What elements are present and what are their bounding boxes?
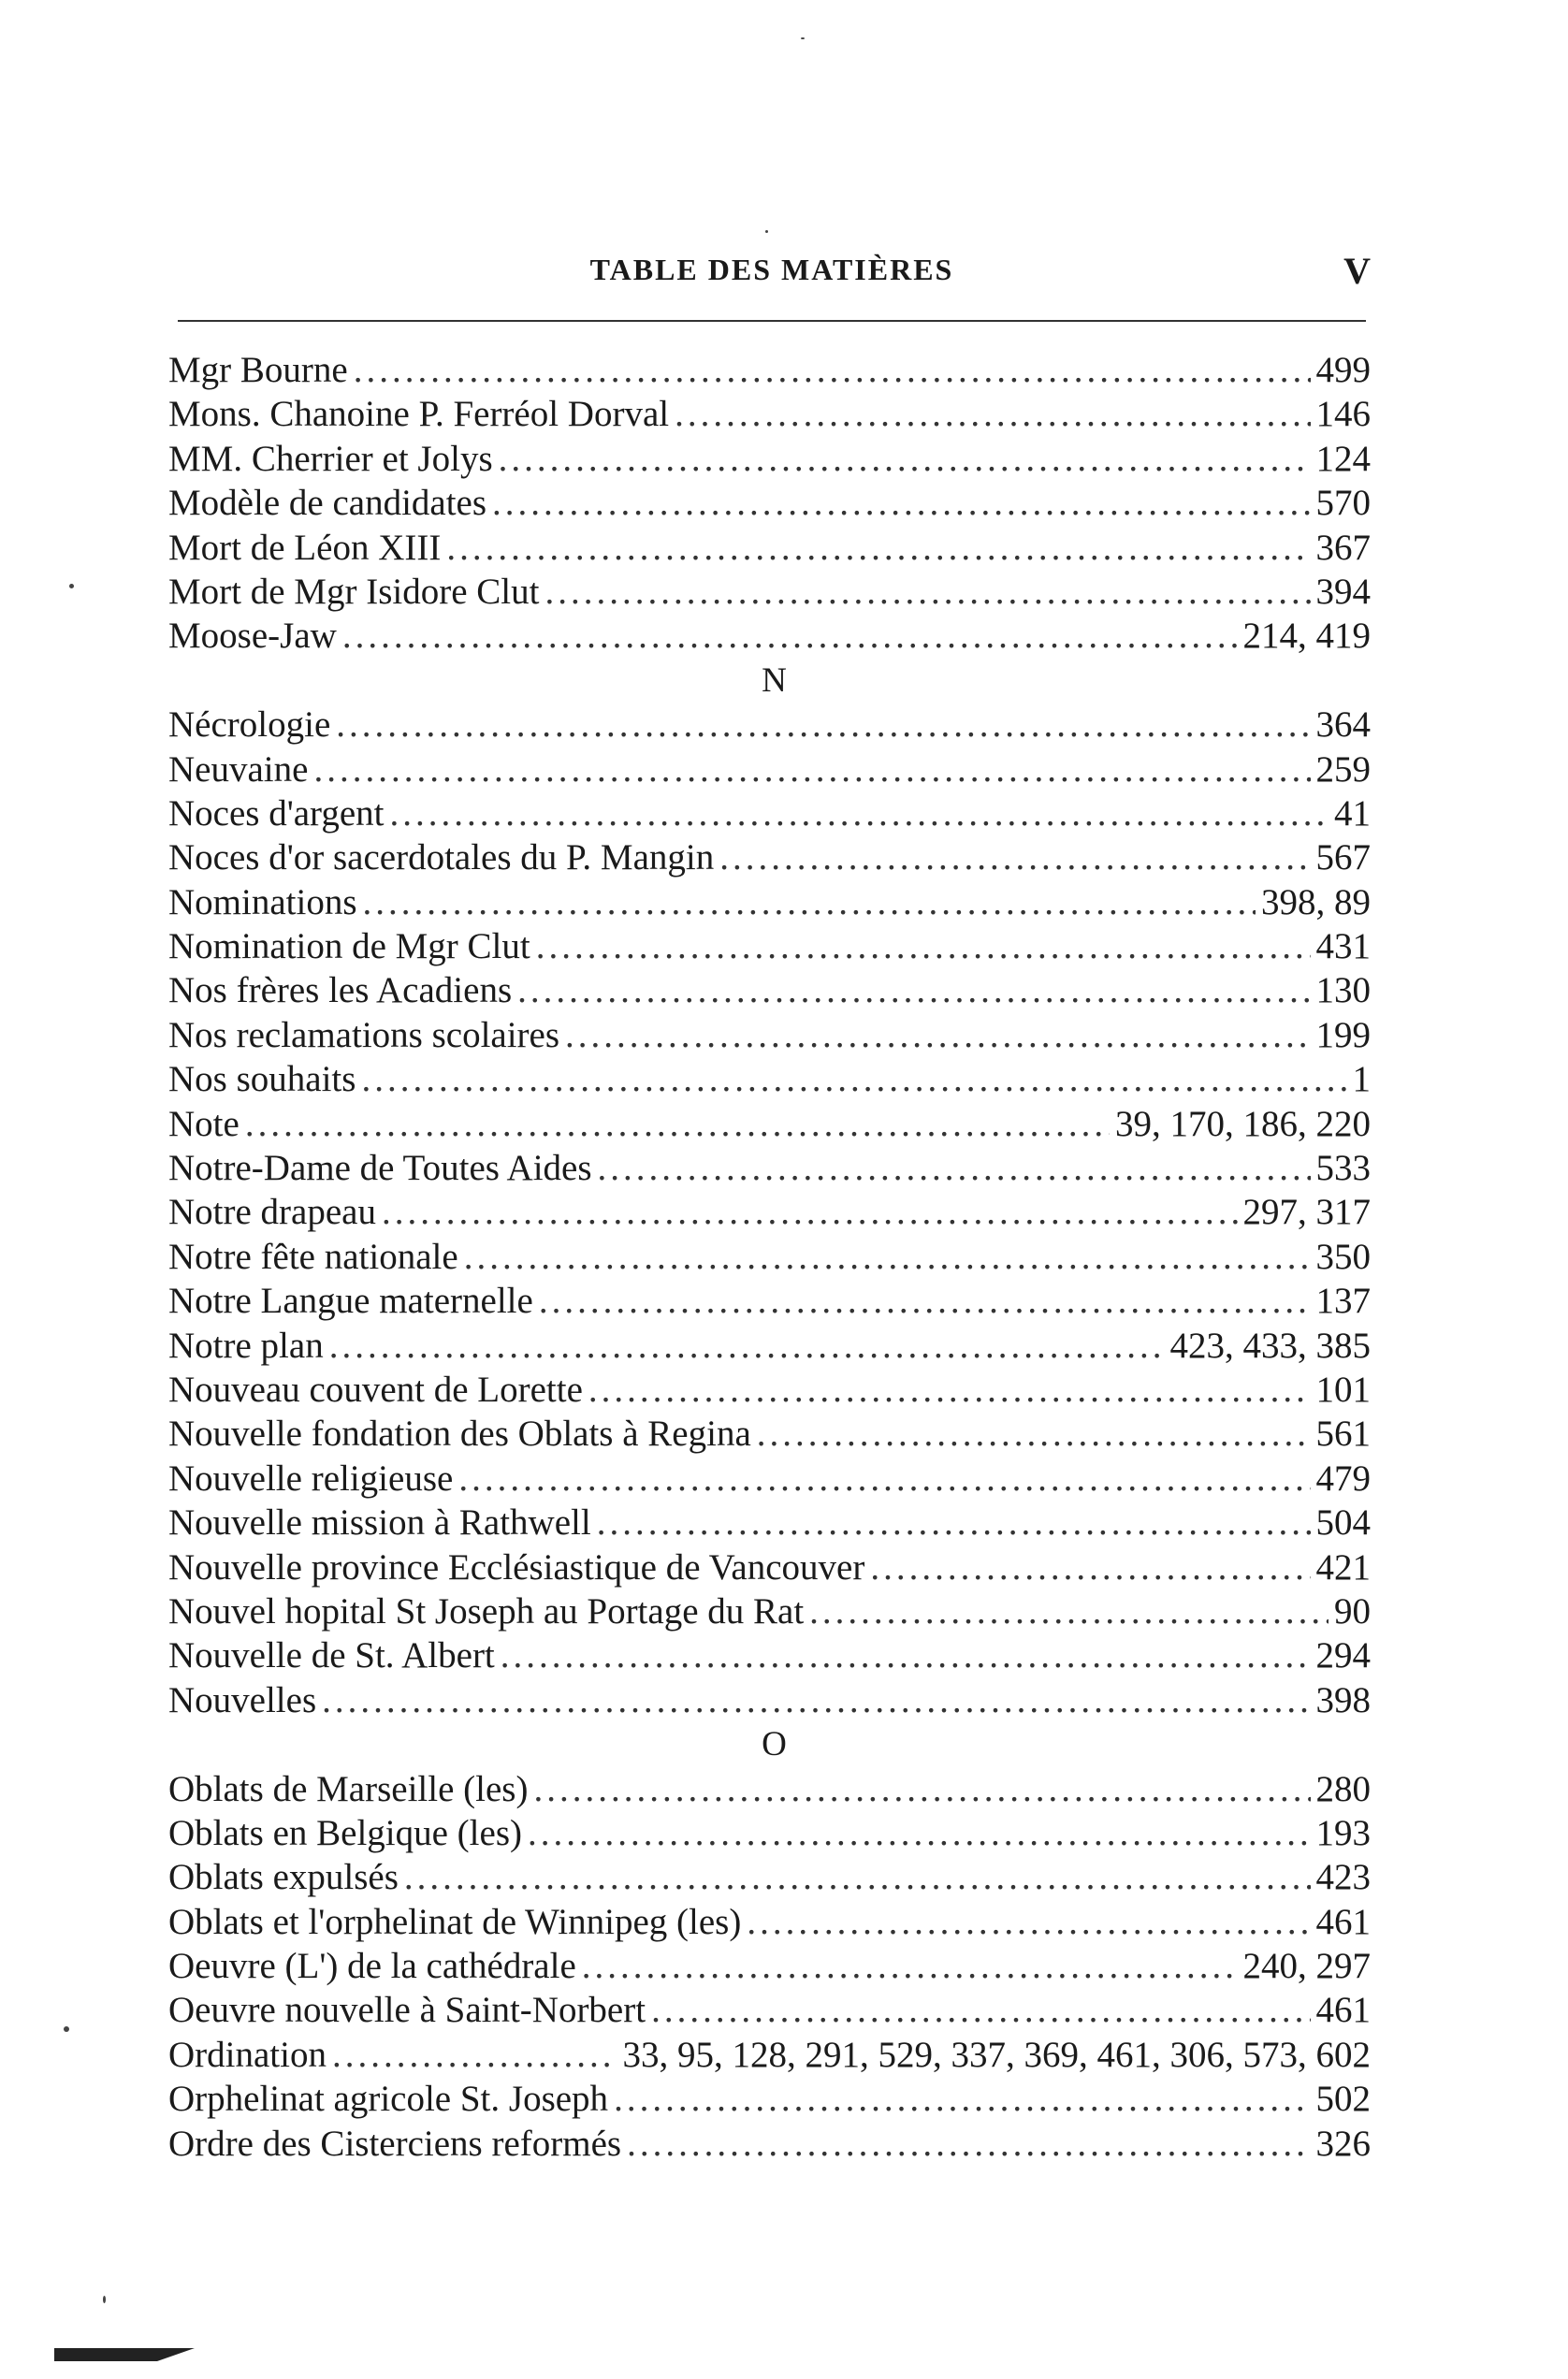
- dot-leader: [361, 1057, 1346, 1101]
- entry-title: Oeuvre (L') de la cathédrale: [168, 1946, 576, 1987]
- page-title: TABLE DES MATIÈRES: [589, 253, 954, 286]
- index-entry: [168, 968, 1371, 1012]
- index-entry: [168, 880, 1371, 924]
- entry-title: Mons. Chanoine P. Ferréol Dorval: [168, 394, 670, 435]
- entry-title: Orphelinat agricole St. Joseph: [168, 2079, 609, 2120]
- entry-pages: 499: [1315, 350, 1371, 390]
- entry-title: Ordination: [168, 2034, 327, 2075]
- index-entry: [168, 1057, 1371, 1101]
- entry-title: Nos reclamations scolaires: [168, 1014, 560, 1055]
- dot-leader: [598, 1146, 1311, 1190]
- dot-leader: [464, 1235, 1311, 1279]
- scan-edge-mark: [54, 2348, 195, 2361]
- entry-pages: 297, 317: [1242, 1192, 1371, 1233]
- print-speck: [69, 584, 74, 588]
- dot-leader: [342, 614, 1238, 658]
- dot-leader: [539, 1279, 1311, 1323]
- index-entry: [168, 703, 1371, 747]
- entry-title: Nos frères les Acadiens: [168, 970, 513, 1011]
- entry-title: Oeuvre nouvelle à Saint-Norbert: [168, 1990, 646, 2031]
- dot-leader: [528, 1811, 1311, 1855]
- dot-leader: [446, 526, 1310, 570]
- entry-title: Nouvelle fondation des Oblats à Regina: [168, 1414, 751, 1455]
- entry-title: Moose-Jaw: [168, 616, 337, 657]
- index-entry: [168, 1146, 1371, 1190]
- entry-title: Oblats en Belgique (les): [168, 1812, 522, 1853]
- index-entry: [168, 2033, 1371, 2077]
- dot-leader: [458, 1457, 1310, 1501]
- dot-leader: [389, 791, 1328, 835]
- dot-leader: [747, 1900, 1310, 1944]
- dot-leader: [245, 1102, 1110, 1146]
- entry-pages: 567: [1315, 837, 1371, 878]
- index-entry: [168, 1501, 1371, 1545]
- dot-leader: [582, 1944, 1238, 1988]
- entry-pages: 364: [1315, 704, 1371, 746]
- dot-leader: [322, 1678, 1310, 1722]
- index-entry: [168, 1457, 1371, 1501]
- index-entry: [168, 1944, 1371, 1988]
- entry-pages: 294: [1315, 1635, 1371, 1676]
- entry-pages: 502: [1315, 2079, 1371, 2120]
- entry-title: Notre fête nationale: [168, 1236, 458, 1277]
- entry-pages: 461: [1315, 1901, 1371, 1942]
- entry-pages: 101: [1315, 1369, 1371, 1410]
- index-entry: [168, 1900, 1371, 1944]
- entry-pages: 41: [1334, 792, 1371, 834]
- index-entry: [168, 392, 1371, 436]
- dot-leader: [565, 1013, 1310, 1057]
- entry-title: Noces d'or sacerdotales du P. Mangin: [168, 837, 715, 878]
- index-entry: [168, 1767, 1371, 1811]
- dot-leader: [536, 924, 1311, 968]
- index-entry: [168, 1811, 1371, 1855]
- dot-leader: [870, 1545, 1310, 1589]
- index-entry: [168, 1633, 1371, 1677]
- entry-pages: 461: [1315, 1990, 1371, 2031]
- entry-pages: 1: [1352, 1059, 1371, 1100]
- entry-title: Nouvelle mission à Rathwell: [168, 1502, 591, 1544]
- dot-leader: [382, 1190, 1238, 1234]
- dot-leader: [597, 1501, 1311, 1545]
- index-entry: [168, 1368, 1371, 1412]
- dot-leader: [675, 392, 1310, 436]
- print-speck: [103, 2296, 106, 2303]
- entry-pages: 259: [1315, 748, 1371, 790]
- dot-leader: [499, 437, 1311, 481]
- entry-title: Notre plan: [168, 1325, 324, 1366]
- index-entry: [168, 1235, 1371, 1279]
- entry-pages: 394: [1315, 571, 1371, 612]
- index-list: [168, 348, 1371, 2166]
- entry-title: Nécrologie: [168, 704, 331, 746]
- entry-pages: 421: [1315, 1546, 1371, 1588]
- entry-title: Notre drapeau: [168, 1192, 376, 1233]
- entry-pages: 240, 297: [1242, 1946, 1371, 1987]
- index-entry: [168, 1013, 1371, 1057]
- entry-pages: 533: [1315, 1148, 1371, 1189]
- section-letter: N: [762, 660, 787, 700]
- dot-leader: [651, 1988, 1310, 2032]
- index-entry: [168, 1279, 1371, 1323]
- entry-pages: 130: [1315, 970, 1371, 1011]
- entry-title: Ordre des Cisterciens reformés: [168, 2123, 622, 2164]
- entry-title: Nominations: [168, 881, 357, 922]
- dot-leader: [336, 703, 1310, 747]
- entry-title: Mort de Léon XIII: [168, 527, 442, 568]
- entry-title: Neuvaine: [168, 748, 309, 790]
- index-entry: [168, 526, 1371, 570]
- entry-pages: 33, 95, 128, 291, 529, 337, 369, 461, 306, 573, 602: [622, 2034, 1371, 2075]
- dot-leader: [313, 747, 1310, 791]
- entry-pages: 214, 419: [1242, 616, 1371, 657]
- entry-pages: 146: [1315, 394, 1371, 435]
- entry-title: Nouvelle province Ecclésiastique de Vancouver: [168, 1546, 865, 1588]
- index-entry: [168, 1855, 1371, 1899]
- index-entry: [168, 614, 1371, 658]
- entry-pages: 124: [1315, 438, 1371, 479]
- index-entry: [168, 1190, 1371, 1234]
- dot-leader: [329, 1324, 1165, 1368]
- entry-pages: 570: [1315, 483, 1371, 524]
- entry-pages: 193: [1315, 1812, 1371, 1853]
- dot-leader: [501, 1633, 1311, 1677]
- entry-pages: 367: [1315, 527, 1371, 568]
- entry-pages: 423, 433, 385: [1169, 1325, 1371, 1366]
- entry-title: Notre-Dame de Toutes Aides: [168, 1148, 592, 1189]
- entry-pages: 326: [1315, 2123, 1371, 2164]
- dot-leader: [719, 835, 1310, 879]
- print-speck: [64, 2026, 69, 2032]
- entry-title: Note: [168, 1103, 240, 1144]
- dot-leader: [332, 2033, 617, 2077]
- entry-title: Nomination de Mgr Clut: [168, 926, 530, 967]
- dot-leader: [544, 570, 1310, 614]
- dot-leader: [757, 1412, 1311, 1456]
- dot-leader: [354, 348, 1311, 392]
- dot-leader: [809, 1589, 1328, 1633]
- entry-pages: 199: [1315, 1014, 1371, 1055]
- section-letter: O: [762, 1725, 787, 1764]
- entry-pages: 350: [1315, 1236, 1371, 1277]
- index-entry: [168, 481, 1371, 525]
- index-entry: [168, 437, 1371, 481]
- running-head: [173, 250, 1371, 299]
- index-entry: [168, 570, 1371, 614]
- entry-pages: 280: [1315, 1768, 1371, 1809]
- entry-pages: 39, 170, 186, 220: [1115, 1103, 1371, 1144]
- header-rule: [178, 320, 1366, 322]
- entry-title: Nouveau couvent de Lorette: [168, 1369, 583, 1410]
- index-entry: [168, 747, 1371, 791]
- dot-leader: [363, 880, 1256, 924]
- entry-title: Mgr Bourne: [168, 350, 348, 390]
- index-entry: [168, 835, 1371, 879]
- entry-title: Notre Langue maternelle: [168, 1281, 533, 1322]
- dot-leader: [517, 968, 1310, 1012]
- entry-pages: 479: [1315, 1458, 1371, 1499]
- entry-title: Oblats et l'orphelinat de Winnipeg (les): [168, 1901, 742, 1942]
- index-entry: [168, 2122, 1371, 2166]
- dot-leader: [533, 1767, 1310, 1811]
- entry-title: Nouvelle religieuse: [168, 1458, 454, 1499]
- entry-title: Nouvelle de St. Albert: [168, 1635, 495, 1676]
- index-entry: [168, 1545, 1371, 1589]
- entry-pages: 561: [1315, 1414, 1371, 1455]
- index-entry: [168, 1589, 1371, 1633]
- index-entry: [168, 1412, 1371, 1456]
- entry-pages: 504: [1315, 1502, 1371, 1544]
- entry-title: Mort de Mgr Isidore Clut: [168, 571, 540, 612]
- entry-pages: 90: [1334, 1590, 1371, 1632]
- page-number: V: [1343, 250, 1371, 292]
- dot-leader: [404, 1855, 1311, 1899]
- index-entry: [168, 1678, 1371, 1722]
- dot-leader: [627, 2122, 1310, 2166]
- entry-title: MM. Cherrier et Jolys: [168, 438, 493, 479]
- index-entry: [168, 1102, 1371, 1146]
- index-entry: [168, 924, 1371, 968]
- index-entry: [168, 2077, 1371, 2121]
- dot-leader: [614, 2077, 1310, 2121]
- entry-pages: 431: [1315, 926, 1371, 967]
- dot-leader: [588, 1368, 1311, 1412]
- entry-pages: 398: [1315, 1679, 1371, 1720]
- index-entry: [168, 1988, 1371, 2032]
- entry-title: Nos souhaits: [168, 1059, 356, 1100]
- index-entry: [168, 791, 1371, 835]
- entry-title: Oblats de Marseille (les): [168, 1768, 529, 1809]
- entry-title: Nouvelles: [168, 1679, 317, 1720]
- index-entry: [168, 1324, 1371, 1368]
- entry-pages: 137: [1315, 1281, 1371, 1322]
- print-speck: [801, 37, 805, 39]
- entry-title: Noces d'argent: [168, 792, 385, 834]
- dot-leader: [492, 481, 1310, 525]
- index-entry: [168, 348, 1371, 392]
- entry-pages: 398, 89: [1261, 881, 1371, 922]
- entry-title: Nouvel hopital St Joseph au Portage du Rat: [168, 1590, 805, 1632]
- entry-pages: 423: [1315, 1857, 1371, 1898]
- entry-title: Modèle de candidates: [168, 483, 487, 524]
- entry-title: Oblats expulsés: [168, 1857, 399, 1898]
- print-speck: [765, 230, 768, 233]
